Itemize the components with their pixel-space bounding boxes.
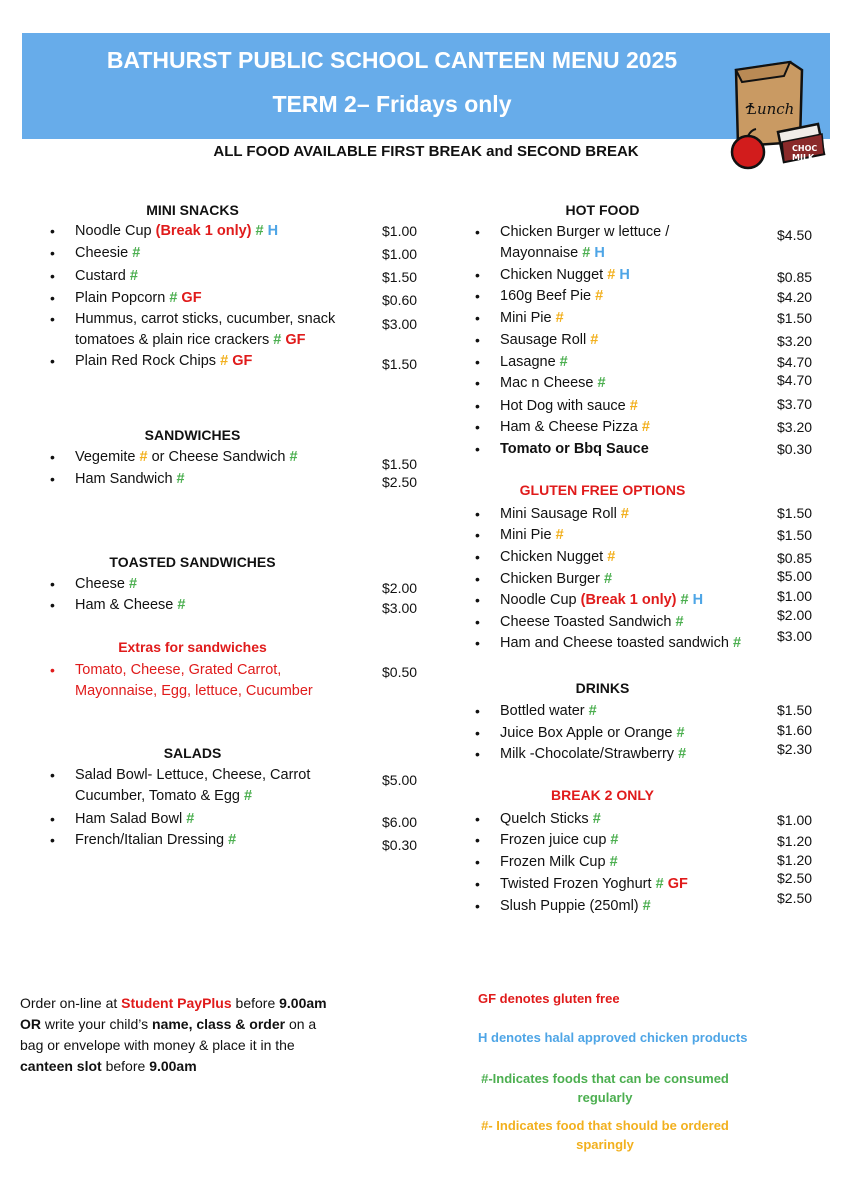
item-name: Mac n Cheese (500, 375, 594, 391)
item-price: $4.50 (777, 227, 813, 243)
footer-text: bag or envelope with money & place it in the (20, 1037, 295, 1053)
legend-line: regularly (577, 1090, 633, 1105)
bullet: • (50, 811, 55, 827)
menu-item-gf-cheese-toasted (500, 612, 684, 633)
header-banner (22, 33, 830, 139)
bullet: • (475, 832, 480, 848)
bullet: • (50, 662, 55, 678)
item-price: $3.00 (777, 628, 813, 644)
sparingly-marker: # (220, 353, 229, 369)
menu-item-pizza (500, 417, 650, 438)
menu-item-frozen-yoghurt (500, 874, 688, 895)
item-name-cont: or Cheese Sandwich (151, 449, 286, 465)
item-name: Milk -Chocolate/Strawberry (500, 746, 675, 762)
section-title-extras: Extras for sandwiches (118, 639, 267, 655)
legend-sparingly (470, 1116, 740, 1154)
item-name: Bottled water (500, 703, 585, 719)
order-instructions (20, 993, 380, 1077)
regular-marker: # (177, 597, 186, 613)
item-name: Custard (75, 268, 126, 284)
item-name: Chicken Burger w lettuce / (500, 224, 670, 240)
legend-line: sparingly (576, 1137, 634, 1152)
item-price: $0.50 (382, 664, 418, 680)
item-price: $1.00 (777, 812, 813, 828)
regular-marker: # (655, 876, 664, 892)
footer-time: 9.00am (279, 995, 327, 1011)
bullet: • (475, 703, 480, 719)
item-name-line2: tomatoes & plain rice crackers (75, 332, 270, 348)
regular-marker: # (273, 332, 282, 348)
regular-marker: # (582, 245, 591, 261)
footer-bold-text: name, class & order (152, 1016, 286, 1032)
student-payplus-link[interactable]: Student PayPlus (121, 995, 232, 1011)
bullet: • (475, 354, 480, 370)
item-name: Chicken Burger (500, 571, 600, 587)
item-name: Plain Popcorn (75, 290, 166, 306)
footer-text: before (101, 1058, 150, 1074)
item-price: $1.50 (777, 702, 813, 718)
break1-marker: (Break 1 only) (155, 223, 252, 239)
section-title-hot-food: HOT FOOD (565, 202, 640, 218)
bullet: • (475, 375, 480, 391)
item-price: $1.00 (777, 588, 813, 604)
extras-line1: Tomato, Cheese, Grated Carrot, (75, 662, 282, 678)
item-price: $3.70 (777, 396, 813, 412)
item-price: $1.00 (382, 246, 418, 262)
item-name-line2: Mayonnaise (500, 245, 579, 261)
bullet: • (475, 876, 480, 892)
gluten-free-marker: GF (285, 332, 306, 348)
item-name: Slush Puppie (250ml) (500, 898, 639, 914)
break1-marker: (Break 1 only) (580, 592, 677, 608)
menu-item-slush-puppie (500, 896, 651, 917)
menu-item-custard (75, 266, 138, 287)
regular-marker: # (603, 571, 613, 587)
menu-item-hot-dog (500, 396, 638, 417)
halal-marker: H (619, 267, 630, 283)
svg-text:Lunch: Lunch (747, 100, 795, 118)
regular-marker: # (597, 375, 606, 391)
legend-gf: GF denotes gluten free (478, 991, 620, 1006)
regular-marker: # (676, 725, 685, 741)
regular-marker: # (169, 290, 178, 306)
item-price: $2.30 (777, 741, 813, 757)
regular-marker: # (244, 788, 253, 804)
item-name: Tomato or Bbq Sauce (500, 441, 649, 457)
menu-item-lasagne (500, 352, 568, 373)
menu-item-beef-pie (500, 286, 603, 307)
menu-item-mac-n-cheese (500, 373, 606, 394)
menu-item-gf-mini-pie (500, 525, 564, 546)
menu-item-frozen-juice-cup (500, 830, 619, 851)
item-price: $3.20 (777, 419, 813, 435)
section-title-mini-snacks: MINI SNACKS (146, 202, 239, 218)
halal-marker: H (692, 592, 704, 608)
item-price: $6.00 (382, 814, 418, 830)
item-price: $2.50 (382, 474, 418, 490)
bullet: • (475, 441, 480, 457)
item-name: Hummus, carrot sticks, cucumber, snack (75, 311, 336, 327)
menu-item-gf-sausage-roll (500, 504, 629, 525)
legend-line: #-Indicates foods that can be consumed (481, 1071, 729, 1086)
menu-item-gf-chicken-nugget (500, 547, 615, 568)
item-name: Quelch Sticks (500, 811, 589, 827)
menu-item-plain-popcorn (75, 288, 202, 309)
regular-marker: # (680, 592, 689, 608)
bullet: • (475, 746, 480, 762)
bullet: • (475, 592, 480, 608)
item-price: $1.60 (777, 722, 813, 738)
item-price: $1.50 (382, 356, 418, 372)
menu-item-gf-noodle-cup (500, 590, 703, 611)
bullet: • (475, 854, 480, 870)
item-name: Frozen Milk Cup (500, 854, 606, 870)
svg-text:CHOC: CHOC (792, 144, 818, 153)
regular-marker: # (255, 223, 264, 239)
regular-marker: # (186, 811, 195, 827)
regular-marker: # (732, 635, 742, 651)
sparingly-marker: # (607, 267, 616, 283)
menu-item-red-rock-chips (75, 351, 252, 372)
menu-item-juice-box (500, 723, 685, 744)
bullet: • (475, 527, 480, 543)
item-name: Frozen juice cup (500, 832, 607, 848)
regular-marker: # (592, 811, 601, 827)
bullet: • (475, 549, 480, 565)
item-name: Sausage Roll (500, 332, 587, 348)
bullet: • (50, 268, 55, 284)
menu-item-bottled-water (500, 701, 597, 722)
sparingly-marker: # (607, 549, 616, 565)
sparingly-marker: # (620, 506, 629, 522)
item-price: $4.20 (777, 289, 813, 305)
bullet: • (50, 576, 55, 592)
regular-marker: # (129, 268, 138, 284)
item-name: Juice Box Apple or Orange (500, 725, 673, 741)
item-price: $0.30 (382, 837, 418, 853)
item-price: $2.00 (382, 580, 418, 596)
extras-list (75, 660, 313, 702)
bullet: • (50, 290, 55, 306)
footer-text: on a (285, 1016, 317, 1032)
sparingly-marker: # (555, 310, 564, 326)
item-name-line2: Cucumber, Tomato & Egg (75, 788, 240, 804)
page-title: BATHURST PUBLIC SCHOOL CANTEEN MENU 2025 (106, 47, 678, 73)
bullet: • (475, 506, 480, 522)
item-name: Chicken Nugget (500, 549, 604, 565)
footer-text: Order on-line at (20, 995, 122, 1011)
gluten-free-marker: GF (667, 876, 688, 892)
menu-item-hummus (75, 309, 335, 351)
lunch-bag-icon (720, 58, 832, 178)
bullet: • (50, 245, 55, 261)
item-price: $4.70 (777, 372, 813, 388)
regular-marker: # (129, 576, 138, 592)
footer-bold-text: canteen slot (20, 1058, 102, 1074)
section-title-drinks: DRINKS (575, 680, 630, 696)
halal-marker: H (594, 245, 605, 261)
item-price: $0.85 (777, 269, 813, 285)
item-price: $1.50 (777, 527, 813, 543)
legend-halal: H denotes halal approved chicken products (478, 1030, 748, 1045)
regular-marker: # (559, 354, 568, 370)
gluten-free-marker: GF (181, 290, 202, 306)
item-name: Cheesie (75, 245, 129, 261)
item-price: $5.00 (777, 568, 813, 584)
bullet: • (50, 353, 55, 369)
menu-item-dressing (75, 830, 236, 851)
bullet: • (475, 898, 480, 914)
regular-marker: # (176, 471, 185, 487)
item-name: Noodle Cup (500, 592, 577, 608)
item-name: Ham and Cheese toasted sandwich (500, 635, 729, 651)
bullet: • (475, 811, 480, 827)
item-price: $3.00 (382, 600, 418, 616)
menu-item-mini-pie (500, 308, 564, 329)
availability-note: ALL FOOD AVAILABLE FIRST BREAK and SECOND BREAK (213, 143, 639, 160)
regular-marker: # (675, 614, 684, 630)
item-price: $1.00 (382, 223, 418, 239)
bullet: • (50, 832, 55, 848)
regular-marker: # (678, 746, 687, 762)
regular-marker: # (228, 832, 237, 848)
item-name: Noodle Cup (75, 223, 152, 239)
regular-marker: # (609, 854, 618, 870)
section-title-gluten-free: GLUTEN FREE OPTIONS (519, 482, 686, 498)
bullet: • (475, 725, 480, 741)
sparingly-marker: # (555, 527, 564, 543)
menu-item-toasted-cheese (75, 574, 137, 595)
sparingly-marker: # (595, 288, 604, 304)
item-price: $3.20 (777, 333, 813, 349)
legend-line: #- Indicates food that should be ordered (481, 1118, 729, 1133)
bullet: • (475, 310, 480, 326)
item-price: $1.20 (777, 833, 813, 849)
gluten-free-marker: GF (232, 353, 253, 369)
regular-marker: # (132, 245, 141, 261)
menu-item-salad-bowl (75, 765, 310, 807)
item-price: $0.60 (382, 292, 418, 308)
sparingly-marker: # (641, 419, 650, 435)
item-name: 160g Beef Pie (500, 288, 592, 304)
menu-item-gf-ham-cheese-toasted (500, 633, 741, 654)
regular-marker: # (610, 832, 619, 848)
menu-item-quelch-sticks (500, 809, 601, 830)
bullet: • (475, 398, 480, 414)
item-price: $1.50 (382, 456, 418, 472)
menu-item-cheesie (75, 243, 140, 264)
item-price: $4.70 (777, 354, 813, 370)
item-name: Mini Pie (500, 527, 552, 543)
section-title-toasted: TOASTED SANDWICHES (109, 554, 276, 570)
item-name: Salad Bowl- Lettuce, Cheese, Carrot (75, 767, 311, 783)
item-price: $0.85 (777, 550, 813, 566)
section-title-break2: BREAK 2 ONLY (551, 787, 654, 803)
item-name: Hot Dog with sauce (500, 398, 626, 414)
legend-regular (470, 1069, 740, 1107)
item-price: $2.50 (777, 890, 813, 906)
sparingly-marker: # (590, 332, 599, 348)
item-name: Mini Pie (500, 310, 552, 326)
bullet: • (475, 267, 480, 283)
item-price: $1.50 (777, 505, 813, 521)
item-name: Lasagne (500, 354, 556, 370)
section-title-sandwiches: SANDWICHES (144, 427, 241, 443)
bullet: • (50, 449, 55, 465)
menu-item-gf-chicken-burger (500, 569, 612, 590)
item-name: Chicken Nugget (500, 267, 604, 283)
item-price: $2.00 (777, 607, 813, 623)
footer-text: write your child’s (41, 1016, 153, 1032)
section-title-salads: SALADS (163, 745, 222, 761)
bullet: • (475, 288, 480, 304)
bullet: • (50, 597, 55, 613)
menu-item-sausage-roll (500, 330, 598, 351)
footer-text: before (231, 995, 280, 1011)
regular-marker: # (642, 898, 651, 914)
menu-item-toasted-ham-cheese (75, 595, 185, 616)
item-price: $1.50 (777, 310, 813, 326)
bullet: • (475, 635, 480, 651)
bullet: • (50, 311, 55, 327)
item-name: Ham & Cheese (75, 597, 174, 613)
regular-marker: # (588, 703, 597, 719)
menu-item-chicken-burger (500, 222, 669, 264)
menu-item-vegemite-sandwich (75, 447, 298, 468)
sparingly-marker: # (629, 398, 638, 414)
item-price: $1.20 (777, 852, 813, 868)
item-price: $0.30 (777, 441, 813, 457)
item-price: $2.50 (777, 870, 813, 886)
item-name: Ham & Cheese Pizza (500, 419, 638, 435)
menu-item-noodle-cup (75, 221, 278, 242)
regular-marker: # (289, 449, 298, 465)
menu-item-ham-salad-bowl (75, 809, 194, 830)
halal-marker: H (267, 223, 279, 239)
footer-or: OR (20, 1016, 41, 1032)
menu-item-chicken-nugget (500, 265, 630, 286)
term-subtitle: TERM 2– Fridays only (272, 91, 512, 117)
menu-item-frozen-milk-cup (500, 852, 618, 873)
bullet: • (475, 332, 480, 348)
bullet: • (475, 419, 480, 435)
item-price: $1.50 (382, 269, 418, 285)
bullet: • (50, 471, 55, 487)
svg-text:MILK: MILK (792, 153, 815, 162)
item-price: $3.00 (382, 316, 418, 332)
menu-item-ham-sandwich (75, 469, 185, 490)
item-name: Cheese Toasted Sandwich (500, 614, 672, 630)
item-name: Ham Salad Bowl (75, 811, 183, 827)
menu-item-milk (500, 744, 686, 765)
item-name: French/Italian Dressing (75, 832, 225, 848)
item-name: Vegemite (75, 449, 136, 465)
bullet: • (50, 767, 55, 783)
item-name: Ham Sandwich (75, 471, 173, 487)
bullet: • (475, 614, 480, 630)
extras-line2: Mayonnaise, Egg, lettuce, Cucumber (75, 683, 313, 699)
bullet: • (475, 571, 480, 587)
bullet: • (475, 224, 480, 240)
item-name: Cheese (75, 576, 125, 592)
item-name: Mini Sausage Roll (500, 506, 617, 522)
item-name: Plain Red Rock Chips (75, 353, 217, 369)
bullet: • (50, 223, 55, 239)
item-name: Twisted Frozen Yoghurt (500, 876, 652, 892)
item-price: $5.00 (382, 772, 418, 788)
footer-time: 9.00am (149, 1058, 197, 1074)
menu-item-sauce (500, 439, 649, 460)
sparingly-marker: # (139, 449, 148, 465)
